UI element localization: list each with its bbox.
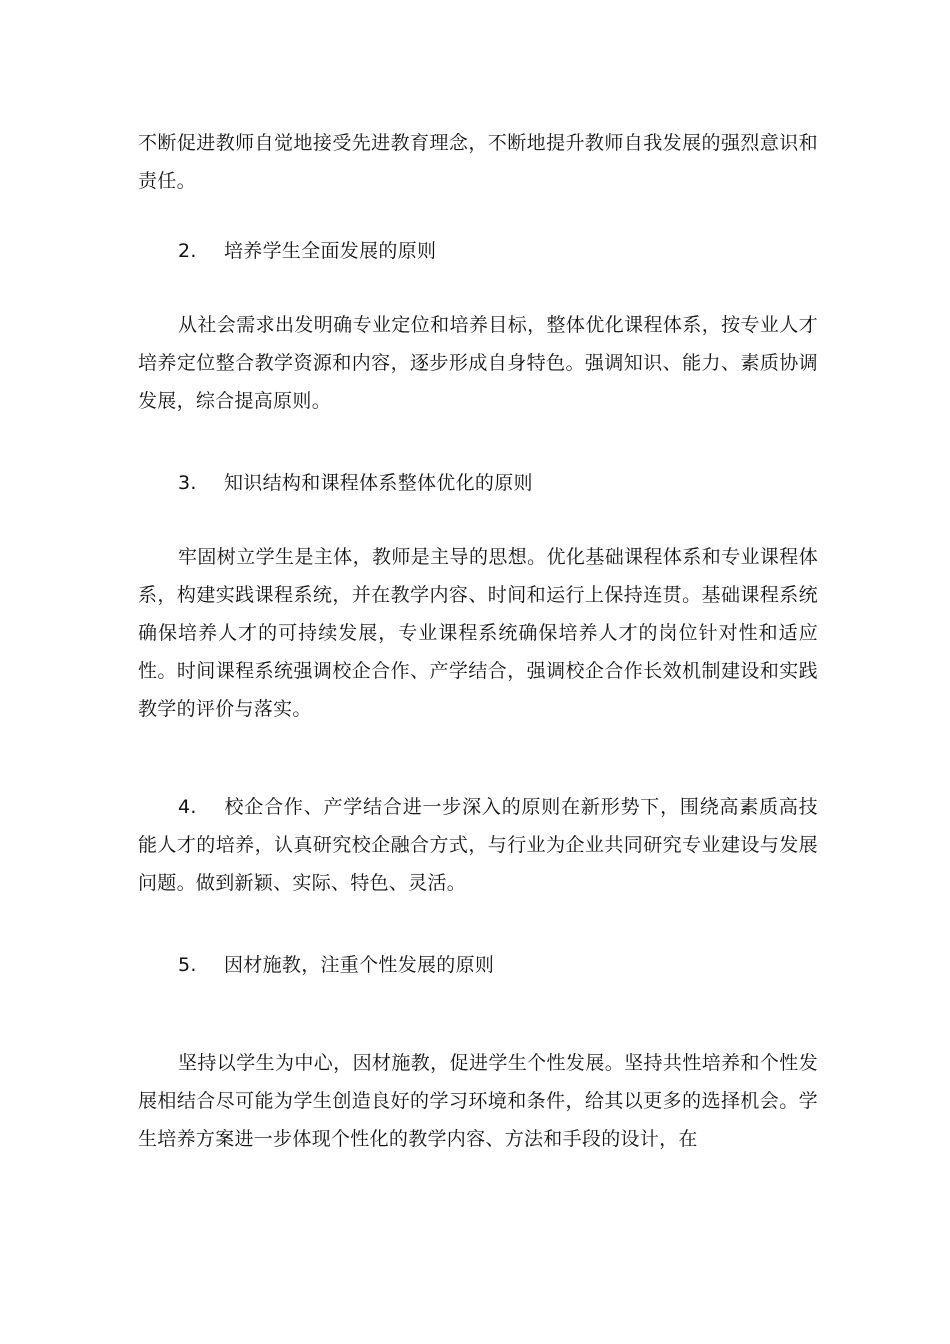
section-4 [138,788,818,902]
paragraph-continuation: 不断促进教师自觉地接受先进教育理念，不断地提升教师自我发展的强烈意识和责任。 [138,132,818,192]
paragraph-5: 坚持以学生为中心，因材施教，促进学生个性发展。坚持共性培养和个性发展相结合尽可能为学生创造良好的学习环境和条件，给其以更多的选择机会。学生培养方案进一步体现个性化的教学内容、方法和手段的设计，在 [138,1052,818,1150]
section-title-5: 因材施教，注重个性发展的原则 [224,954,495,976]
section-number-5: 5. [178,954,197,976]
section-number-3: 3. [178,472,197,494]
section-title-2: 培养学生全面发展的原则 [224,240,437,262]
paragraph-2: 从社会需求出发明确专业定位和培养目标，整体优化课程体系，按专业人才培养定位整合教学资源和内容，逐步形成自身特色。强调知识、能力、素质协调发展，综合提高原则。 [138,314,818,412]
section-heading-3 [178,468,533,498]
paragraph-3: 牢固树立学生是主体，教师是主导的思想。优化基础课程体系和专业课程体系，构建实践课程系统，并在教学内容、时间和运行上保持连贯。基础课程系统确保培养人才的可持续发展，专业课程系统确保培养人才的岗位针对性和适应性。时间课程系统强调校企合作、产学结合，强调校企合作长效机制建设和实践教学的评价与落实。 [138,546,818,720]
section-text-4: 校企合作、产学结合进一步深入的原则在新形势下，围绕高素质高技能人才的培养，认真研究校企融合方式，与行业为企业共同研究专业建设与发展问题。做到新颖、实际、特色、灵活。 [138,796,818,894]
section-title-3: 知识结构和课程体系整体优化的原则 [224,472,533,494]
section-heading-5 [178,950,494,980]
section-number-2: 2. [178,240,197,262]
section-heading-2 [178,236,436,266]
section-number-4: 4. [178,796,197,818]
